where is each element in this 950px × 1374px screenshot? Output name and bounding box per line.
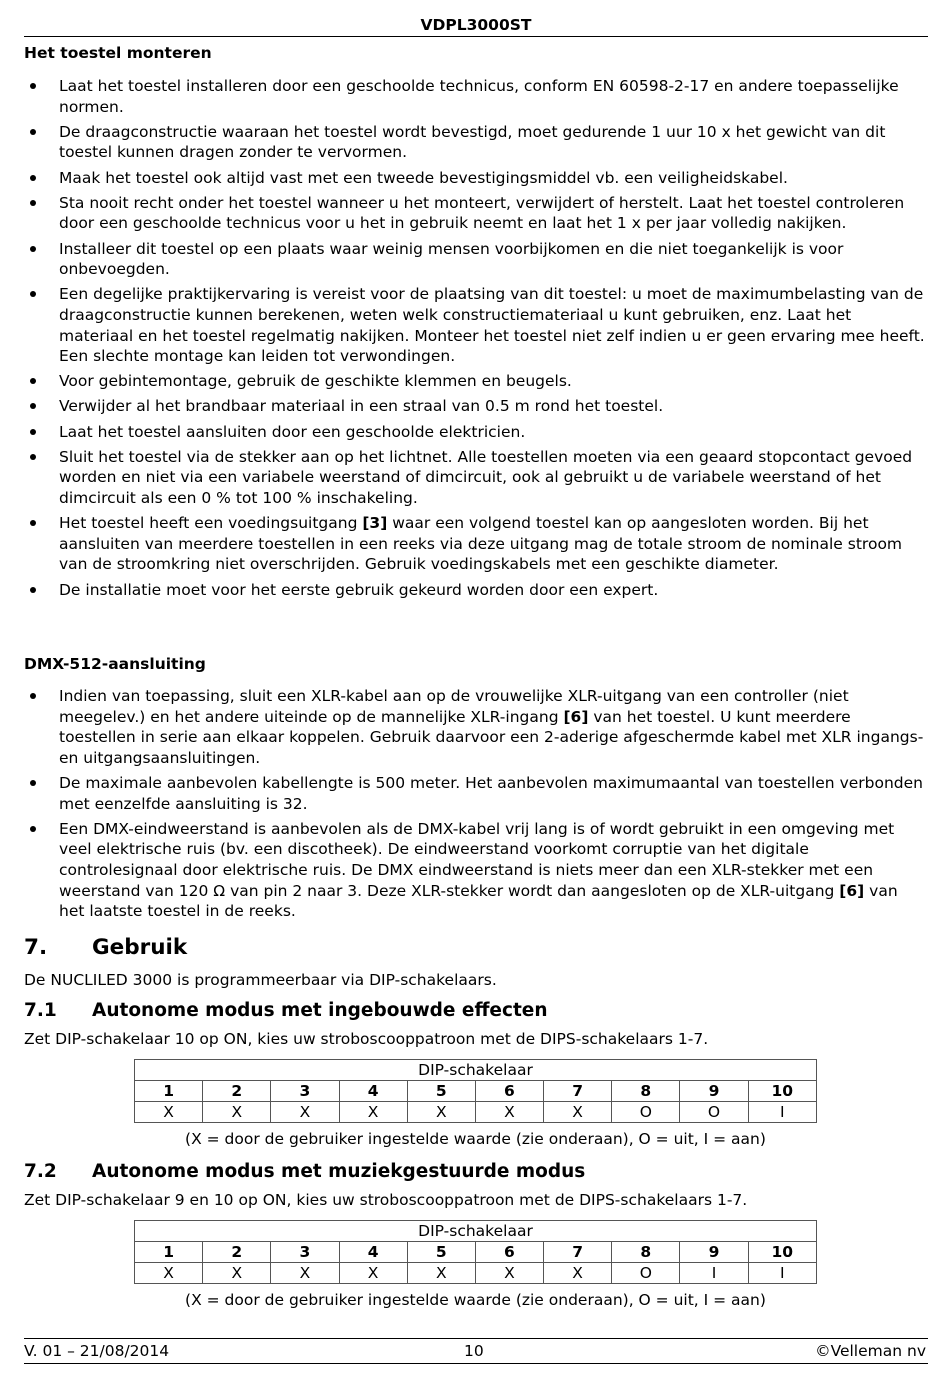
section-7-2-text [24, 1190, 928, 1211]
section-7-intro [24, 970, 928, 991]
table-cell: 6 [475, 1242, 543, 1263]
list-item: Verwijder al het brandbaar materiaal in een straal van 0.5 m rond het toestel. [24, 396, 928, 417]
list-item: Sta nooit recht onder het toestel wanneer u het monteert, verwijdert of herstelt. Laat het toestel controleren door een geschoolde technicus voor u het in gebruik neemt en laat het 1 x per jaar volledig nakijken. [24, 193, 928, 234]
list-item: Laat het toestel aansluiten door een geschoolde elektricien. [24, 422, 928, 443]
table-cell: I [748, 1263, 816, 1284]
table-cell: 2 [203, 1242, 271, 1263]
list-item: De installatie moet voor het eerste gebruik gekeurd worden door een expert. [24, 580, 928, 601]
table-cell: 1 [135, 1081, 203, 1102]
table-cell: O [612, 1102, 680, 1123]
item-text: waar een volgend toestel kan op aangesloten worden. Bij het aansluiten van meerdere toestellen in een reeks via deze uitgang mag de totale stroom de nominale stroom van de stroomkring niet overschrijden. Gebruik voedingskabels met een geschikte diameter. [59, 514, 903, 574]
table-cell: X [339, 1263, 407, 1284]
instruction-text: Zet DIP-schakelaar 9 en 10 op ON, kies uw stroboscooppatroon met de DIPS-schakelaars 1-7. [24, 1191, 748, 1209]
mount-list [24, 76, 928, 600]
list-item [24, 513, 928, 575]
table-cell: X [407, 1102, 475, 1123]
table-cell: X [475, 1102, 543, 1123]
list-item: Voor gebintemontage, gebruik de geschikte klemmen en beugels. [24, 371, 928, 392]
table-cell: 4 [339, 1242, 407, 1263]
table-cell: 8 [612, 1081, 680, 1102]
table-cell: 9 [680, 1242, 748, 1263]
section-number: 7. [24, 935, 48, 960]
section-7-1-heading [24, 1000, 928, 1021]
table-cell: X [407, 1263, 475, 1284]
instruction-text: Zet DIP-schakelaar 10 op ON, kies uw stroboscooppatroon met de DIPS-schakelaars 1-7. [24, 1030, 709, 1048]
item-text: van het toestel. U kunt meerdere toestellen in serie aan elkaar koppelen. Gebruik daarvoor een 2-aderige afgeschermde kabel met XLR ingangs- en uitgangsaansluitingen. [59, 707, 924, 767]
mount-list-container [24, 76, 928, 605]
table-cell: O [612, 1263, 680, 1284]
section-7-1 [24, 1000, 928, 1021]
copyright: ©Velleman nv [815, 1342, 926, 1360]
list-item: Installeer dit toestel op een plaats waar weinig mensen voorbijkomen en die niet toegankelijk is voor onbevoegden. [24, 239, 928, 280]
section-title: Autonome modus met ingebouwde effecten [92, 1000, 548, 1021]
section-title: Autonome modus met muziekgestuurde modus [92, 1161, 586, 1182]
table-cell: X [135, 1102, 203, 1123]
table-cell: I [680, 1263, 748, 1284]
table-header: DIP-schakelaar [135, 1221, 817, 1242]
item-text: Indien van toepassing, sluit een XLR-kabel aan op de vrouwelijke XLR-uitgang van een controller (niet meegelev.) en het andere uiteinde op de mannelijke XLR-ingang [59, 687, 849, 726]
section-7-2 [24, 1161, 928, 1182]
table-cell: X [135, 1263, 203, 1284]
page-header [24, 14, 928, 37]
list-item: Maak het toestel ook altijd vast met een tweede bevestigingsmiddel vb. een veiligheidskabel. [24, 168, 928, 189]
table-cell: X [203, 1102, 271, 1123]
table-cell: 9 [680, 1081, 748, 1102]
reference: [6] [839, 881, 865, 900]
section-7-1-text [24, 1029, 928, 1050]
table-caption: (X = door de gebruiker ingestelde waarde (zie onderaan), O = uit, I = aan) [185, 1130, 766, 1148]
table-cell: 2 [203, 1081, 271, 1102]
table-cell: 4 [339, 1081, 407, 1102]
table-cell: O [680, 1102, 748, 1123]
page-number: 10 [464, 1342, 484, 1360]
section-7 [24, 935, 928, 960]
table-cell: 6 [475, 1081, 543, 1102]
table-cell: X [271, 1102, 339, 1123]
table-cell: X [271, 1263, 339, 1284]
dip-table-7-1 [134, 1059, 817, 1123]
table-cell: 10 [748, 1081, 816, 1102]
table-cell: 5 [407, 1081, 475, 1102]
dip-table-7-2 [134, 1220, 817, 1284]
section-7-heading [24, 935, 928, 960]
document-title: VDPL3000ST [420, 16, 532, 34]
table-cell: X [475, 1263, 543, 1284]
list-item [24, 686, 928, 768]
table-cell: 3 [271, 1081, 339, 1102]
table-cell: 8 [612, 1242, 680, 1263]
version-date: V. 01 – 21/08/2014 [24, 1342, 170, 1360]
section-title: Gebruik [92, 935, 188, 960]
table-cell: I [748, 1102, 816, 1123]
dmx-heading: DMX-512-aansluiting [24, 655, 206, 673]
list-item: De draagconstructie waaraan het toestel wordt bevestigd, moet gedurende 1 uur 10 x het gewicht van dit toestel kunnen dragen zonder te vervormen. [24, 122, 928, 163]
table-cell: 7 [544, 1242, 612, 1263]
list-item: Een degelijke praktijkervaring is vereist voor de plaatsing van dit toestel: u moet de maximumbelasting van de draagconstructie kunnen berekenen, weten welk constructiemateriaal u kunt gebruiken, enz. Laat het materiaal en het toestel regelmatig nakijken. Monteer het toestel niet zelf indien u er geen ervaring mee heeft. Een slechte montage kan leiden tot verwondingen. [24, 284, 928, 366]
table-cell: X [339, 1102, 407, 1123]
table-header: DIP-schakelaar [135, 1060, 817, 1081]
dmx-list [24, 686, 928, 922]
section-7-2-heading [24, 1161, 928, 1182]
page-footer [24, 1338, 928, 1364]
dmx-list-container [24, 686, 928, 926]
mount-section [24, 44, 928, 62]
reference: [6] [563, 707, 589, 726]
mount-heading: Het toestel monteren [24, 44, 212, 62]
table-cell: 3 [271, 1242, 339, 1263]
section-number: 7.1 [24, 1000, 57, 1021]
table-cell: 10 [748, 1242, 816, 1263]
table-caption: (X = door de gebruiker ingestelde waarde (zie onderaan), O = uit, I = aan) [185, 1291, 766, 1309]
table-cell: 5 [407, 1242, 475, 1263]
table-cell: X [544, 1263, 612, 1284]
list-item: De maximale aanbevolen kabellengte is 500 meter. Het aanbevolen maximumaantal van toestellen verbonden met eenzelfde aansluiting is 32. [24, 773, 928, 814]
table-cell: X [544, 1102, 612, 1123]
intro-text: De NUCLILED 3000 is programmeerbaar via DIP-schakelaars. [24, 971, 497, 989]
table-cell: X [203, 1263, 271, 1284]
list-item [24, 819, 928, 922]
item-text: Het toestel heeft een voedingsuitgang [59, 514, 363, 533]
reference: [3] [362, 514, 388, 533]
item-text: Een DMX-eindweerstand is aanbevolen als de DMX-kabel vrij lang is of wordt gebruikt in een omgeving met veel elektrische ruis (bv. een discotheek). De eindweerstand voorkomt corruptie van het digitale controlesignaal door elektrische ruis. De DMX eindweerstand is niets meer dan een XLR-stekker met een weerstand van 120 Ω van pin 2 naar 3. Deze XLR-stekker wordt dan aangesloten op de XLR-uitgang [59, 819, 895, 900]
table-cell: 7 [544, 1081, 612, 1102]
list-item: Laat het toestel installeren door een geschoolde technicus, conform EN 60598-2-17 en andere toepasselijke normen. [24, 76, 928, 117]
item-text: van het laatste toestel in de reeks. [59, 881, 898, 921]
table-cell: 1 [135, 1242, 203, 1263]
dmx-section [24, 655, 928, 673]
section-number: 7.2 [24, 1161, 57, 1182]
list-item: Sluit het toestel via de stekker aan op het lichtnet. Alle toestellen moeten via een geaard stopcontact gevoed worden en niet via een variabele weerstand of dimcircuit, ook al gebruikt u de variabele weerstand of het dimcircuit als een 0 % tot 100 % inschakeling. [24, 447, 928, 509]
